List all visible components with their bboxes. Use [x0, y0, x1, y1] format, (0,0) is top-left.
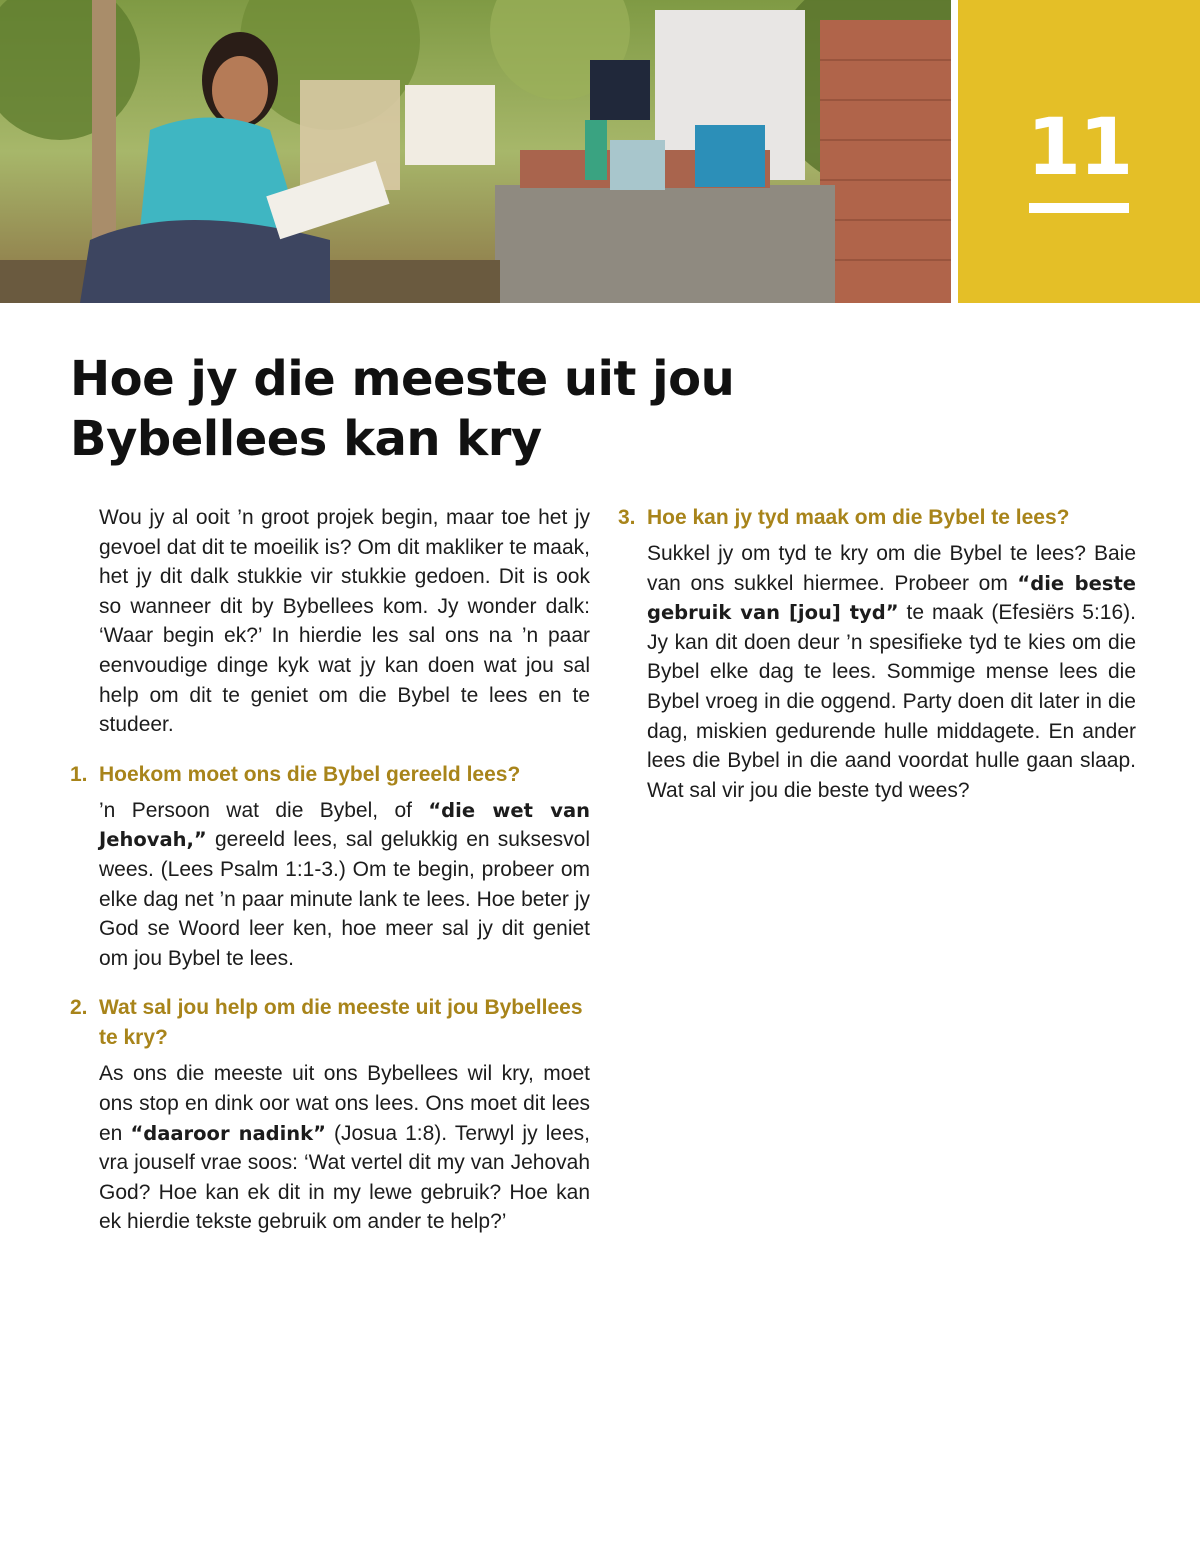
answer-3-text-start: Sukkel jy om tyd te kry om die Bybel te lees? Baie van ons sukkel hiermee. Probeer om: [647, 542, 1136, 595]
question-3-number: 3.: [618, 506, 636, 529]
question-1-number: 1.: [70, 762, 88, 786]
page-title-line-1: Hoe jy die meeste uit jou: [70, 351, 735, 407]
question-1-text: Hoekom moet ons die Bybel gereeld lees?: [99, 762, 521, 786]
answer-1-text-start: ’n Persoon wat die Bybel, of: [99, 798, 429, 822]
woman-reading-bible-photo: [0, 0, 951, 303]
lesson-number-box: [958, 0, 1200, 303]
page-title: [70, 349, 830, 469]
left-column: [70, 503, 590, 1237]
intro-paragraph: Wou jy al ooit ’n groot projek begin, maar toe het jy gevoel dat dit te moeilik is? Om dit makliker te maak, het jy dit dalk stukkie vir stukkie gedoen. Dit is ook so wanneer dit by Bybellees kom. Jy wonder dalk: ‘Waar begin ek?’ In hierdie les sal ons na ’n paar eenvoudige dinge kyk wat jy kan doen wat jou sal help om dit te geniet om die Bybel te lees en te studeer.: [99, 506, 590, 737]
answer-3-paragraph: [618, 539, 1136, 805]
question-2-heading: [70, 993, 590, 1053]
lesson-number: 11: [1026, 103, 1132, 193]
answer-2-text-end: (Josua 1:8). Terwyl jy lees, vra jouself vrae soos: ‘Wat vertel dit my van Jehovah God? Hoe kan ek dit in my lewe gebruik? Hoe kan ek hierdie tekste gebruik om ander te help?’: [99, 1121, 590, 1234]
question-3-text: Hoe kan jy tyd maak om die Bybel te lees?: [647, 506, 1070, 529]
question-3-heading: [618, 503, 1136, 533]
answer-1-paragraph: [70, 796, 590, 974]
question-2-number: 2.: [70, 996, 88, 1020]
answer-1-bold-quote: “die wet van Jehovah,”: [99, 798, 591, 852]
answer-2-paragraph: [70, 1059, 590, 1237]
answer-1-text-end: gereeld lees, sal gelukkig en suksesvol wees. (Lees Psalm 1:1-3.) Om te begin, probeer om elke dag net ’n paar minute lank te lees. Hoe beter jy God se Woord leer ken, hoe meer sal jy dit geniet om jou Bybel te lees.: [99, 828, 590, 970]
page-title-line-2: Bybellees kan kry: [70, 411, 542, 467]
question-2-text: Wat sal jou help om die meeste uit jou Bybellees te kry?: [99, 996, 583, 1050]
lesson-number-underline: [1029, 203, 1129, 213]
answer-3-bold-quote: “die beste gebruik van [jou] tyd”: [647, 571, 1136, 625]
header-photo: [0, 0, 951, 303]
answer-2-bold-quote: “daaroor nadink”: [130, 1121, 326, 1145]
answer-3-text-end: te maak (Efesiërs 5:16). Jy kan dit doen deur ’n spesifieke tyd te kies om die Bybel elke dag te lees. Sommige mense lees die Bybel vroeg in die oggend. Party doen dit later in die dag, miskien gedurende hulle middagete. En ander lees die Bybel in die aand voordat hulle gaan slaap. Wat sal vir jou die beste tyd wees?: [647, 601, 1136, 802]
answer-2-text-start: As ons die meeste uit ons Bybellees wil kry, moet ons stop en dink oor wat ons lees. Ons moet dit lees en: [99, 1062, 590, 1145]
question-1-heading: [70, 760, 590, 790]
right-column: [618, 503, 1136, 805]
